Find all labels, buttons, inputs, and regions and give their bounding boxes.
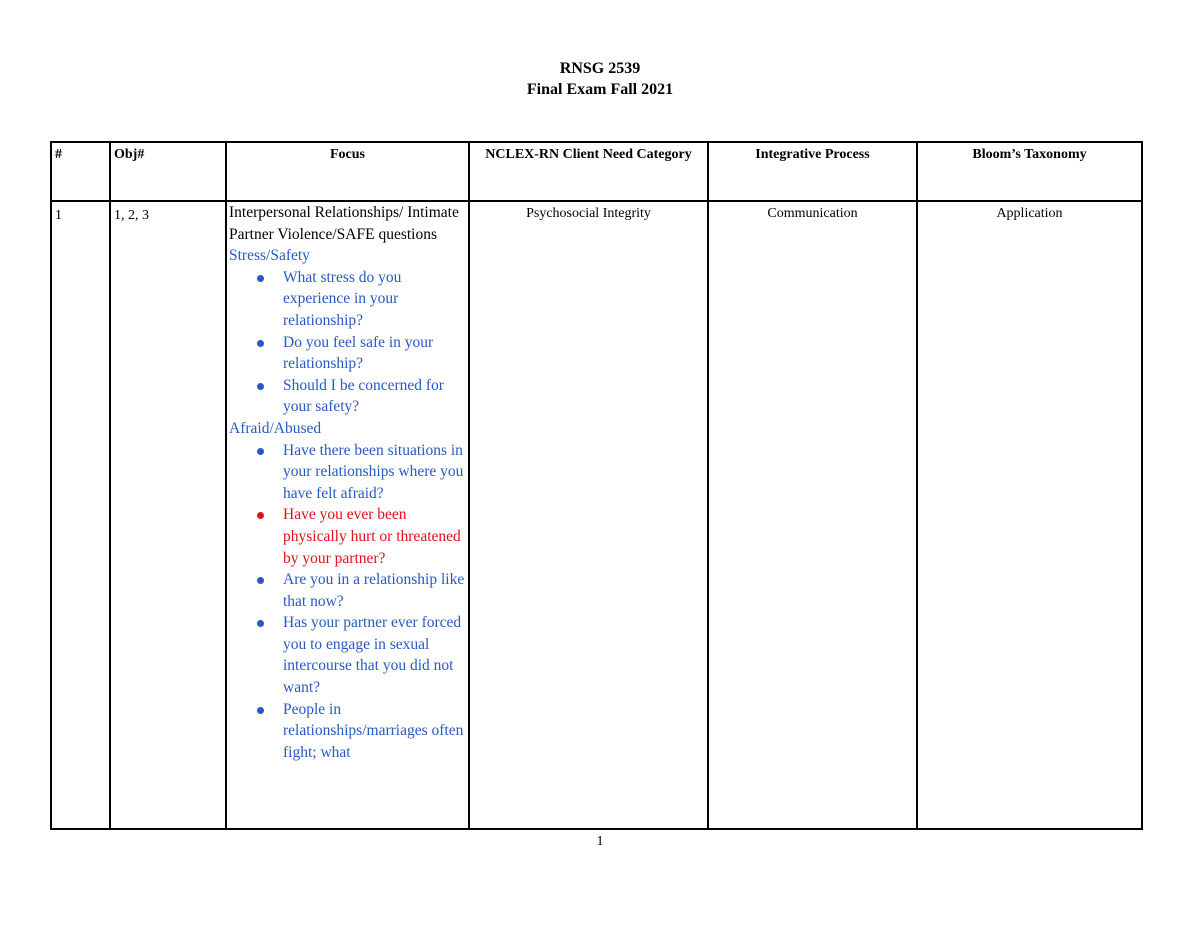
bullet-list (229, 440, 467, 764)
question-text: What stress do you experience in your relationship? (283, 268, 402, 329)
bullet-icon (257, 340, 264, 347)
question-text: Have you ever been physically hurt or threatened by your partner? (283, 506, 461, 567)
list-item (229, 699, 467, 764)
focus-title: Interpersonal Relationships/ Intimate Partner Violence/SAFE questions (229, 204, 459, 243)
list-item (229, 267, 467, 332)
list-item (229, 375, 467, 418)
section-heading: Afraid/Abused (229, 419, 322, 437)
bullet-icon (257, 707, 264, 714)
header-focus: Focus (330, 147, 365, 162)
header-integrative-process: Integrative Process (755, 147, 870, 162)
bullet-icon (257, 448, 264, 455)
question-text: Should I be concerned for your safety? (283, 376, 444, 416)
course-title: RNSG 2539 (559, 60, 641, 77)
column-divider (109, 141, 111, 830)
table-top-border (50, 141, 1143, 143)
list-item (229, 612, 467, 698)
exam-blueprint-table (50, 141, 1143, 830)
row-client-need: Psychosocial Integrity (526, 206, 651, 221)
row-blooms: Application (996, 206, 1063, 221)
column-divider (468, 141, 470, 830)
question-text: Do you feel safe in your relationship? (283, 333, 434, 373)
column-divider (916, 141, 918, 830)
column-divider (50, 141, 52, 830)
question-text: Are you in a relationship like that now? (283, 571, 465, 610)
row-number: 1 (55, 208, 62, 223)
page-number: 1 (596, 834, 604, 849)
header-bottom-border (50, 200, 1143, 202)
bullet-icon (257, 275, 264, 282)
list-item-highlighted (229, 504, 467, 569)
header-objective: Obj# (114, 147, 145, 162)
header-number: # (55, 147, 62, 162)
bullet-list (229, 267, 467, 418)
column-divider (225, 141, 227, 830)
header-blooms: Bloom’s Taxonomy (972, 147, 1087, 162)
question-text: People in relationships/marriages often fight; what (283, 700, 464, 761)
column-divider (1141, 141, 1143, 830)
bullet-icon (257, 620, 264, 627)
bullet-icon (257, 383, 264, 390)
bullet-icon (257, 577, 264, 584)
list-item (229, 440, 467, 505)
question-text: Have there been situations in your relationships where you have felt afraid? (283, 441, 464, 502)
focus-cell (229, 202, 467, 828)
row-integrative-process: Communication (767, 206, 858, 221)
list-item (229, 332, 467, 375)
section-heading: Stress/Safety (229, 247, 310, 265)
bullet-icon (257, 512, 264, 519)
question-text: Has your partner ever forced you to engage in sexual intercourse that you did not want? (283, 614, 462, 697)
table-bottom-border (50, 828, 1143, 830)
list-item (229, 569, 467, 612)
exam-title: Final Exam Fall 2021 (526, 81, 674, 98)
column-divider (707, 141, 709, 830)
header-client-need: NCLEX-RN Client Need Category (485, 147, 692, 162)
row-objectives: 1, 2, 3 (114, 208, 149, 223)
